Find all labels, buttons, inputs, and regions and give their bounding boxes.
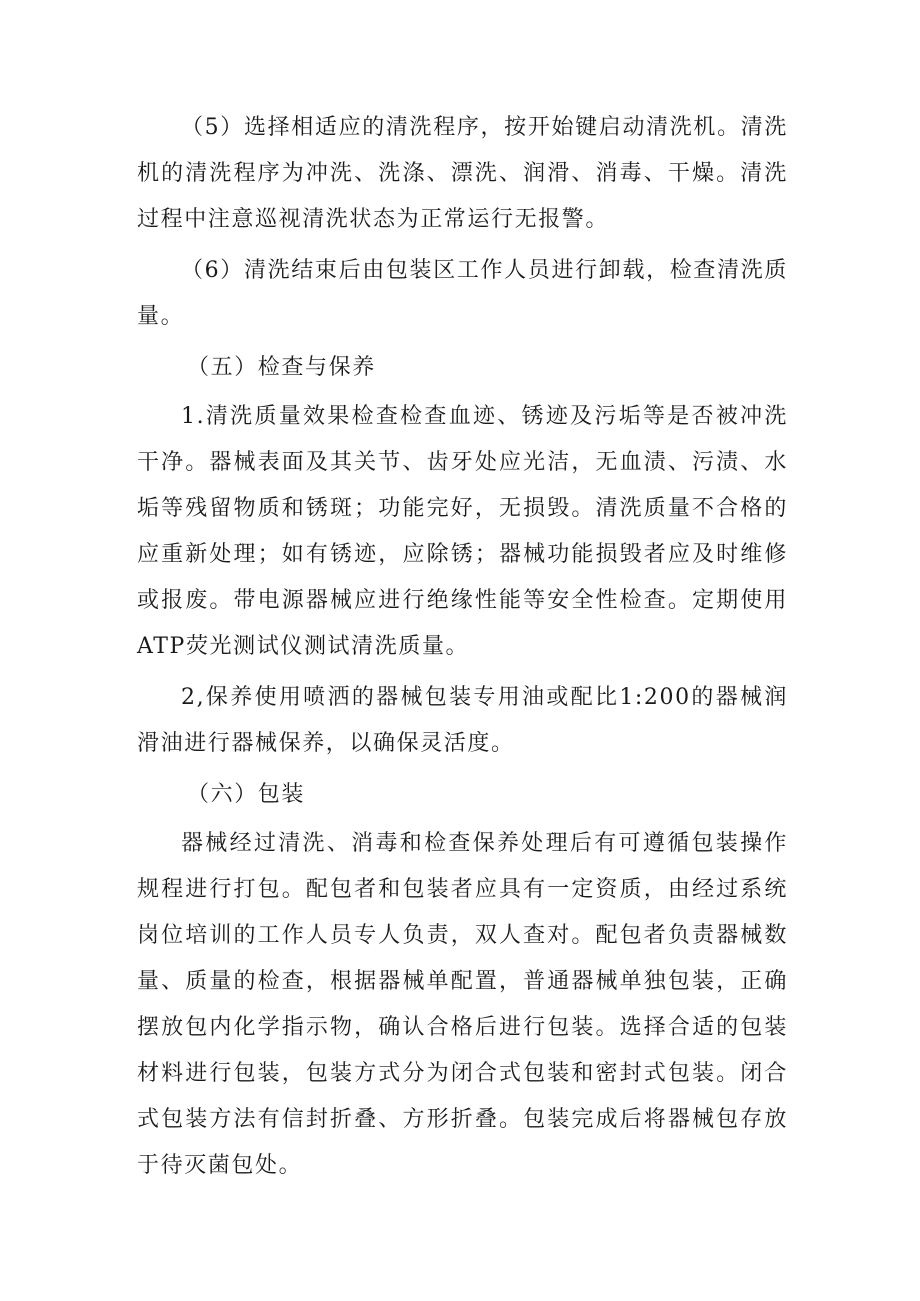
paragraph-quality-inspection: 1.清洗质量效果检查检查血迹、锈迹及污垢等是否被冲洗干净。器械表面及其关节、齿牙处应光洁，无血渍、污渍、水垢等残留物质和锈斑；功能完好，无损毁。清洗质量不合格的应重新处理；如有锈迹，应除锈；器械功能损毁者应及时维修或报废。带电源器械应进行绝缘性能等安全性检查。定期使用ATP荧光测试仪测试清洗质量。: [137, 404, 788, 659]
document-body: [137, 105, 788, 1194]
paragraph-step-5: （5）选择相适应的清洗程序，按开始键启动清洗机。清洗机的清洗程序为冲洗、洗涤、漂洗、润滑、消毒、干燥。清洗过程中注意巡视清洗状态为正常运行无报警。: [137, 115, 788, 232]
section-heading-packaging: （六）包装: [187, 782, 306, 807]
paragraph-packaging: 器械经过清洗、消毒和检查保养处理后有可遵循包装操作规程进行打包。配包者和包装者应具有一定资质，由经过系统岗位培训的工作人员专人负责，双人查对。配包者负责器械数量、质量的检查，根据器械单配置，普通器械单独包装，正确摆放包内化学指示物，确认合格后进行包装。选择合适的包装材料进行包装，包装方式分为闭合式包装和密封式包装。闭合式包装方法有信封折叠、方形折叠。包装完成后将器械包存放于待灭菌包处。: [137, 831, 788, 1178]
paragraph-maintenance: 2,保养使用喷洒的器械包装专用油或配比1:200的器械润滑油进行器械保养，以确保灵活度。: [137, 685, 788, 756]
section-heading-inspection-maintenance: （五）检查与保养: [187, 355, 376, 380]
paragraph-step-6: （6）清洗结束后由包装区工作人员进行卸载，检查清洗质量。: [137, 258, 788, 329]
